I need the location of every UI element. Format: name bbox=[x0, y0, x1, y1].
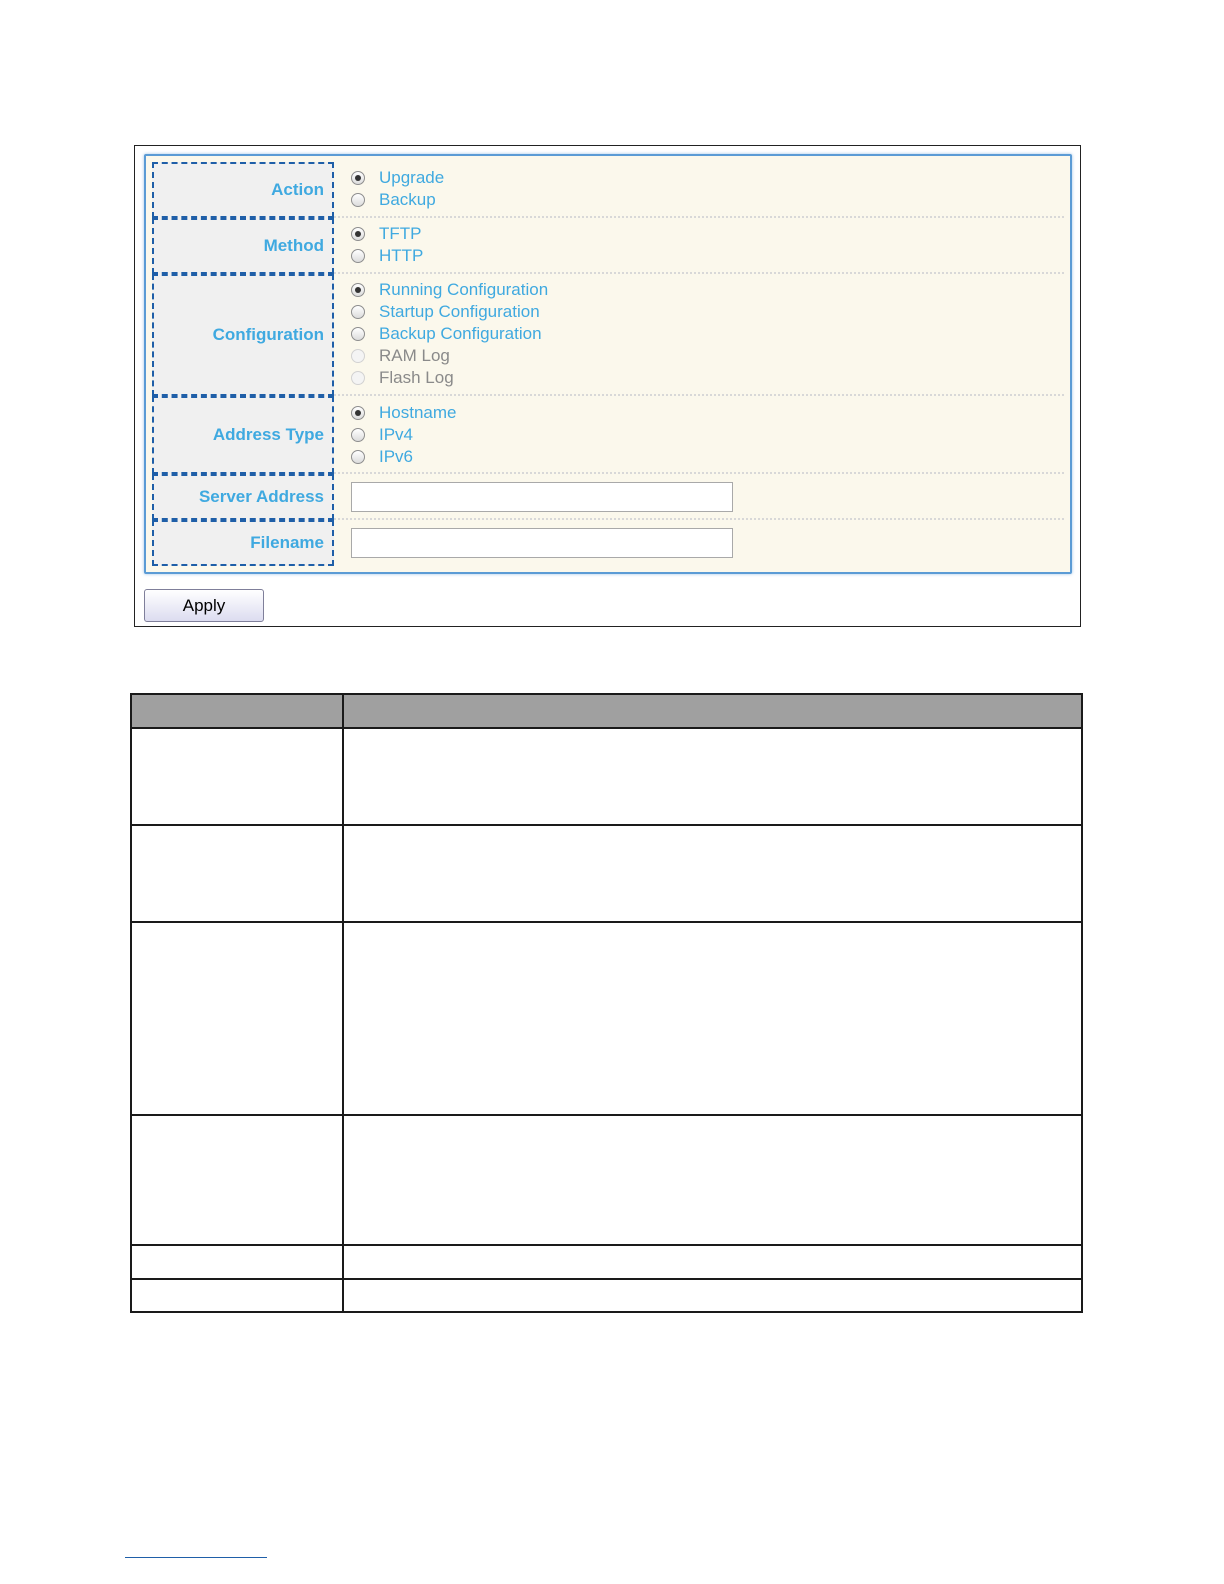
radio-button-icon[interactable] bbox=[351, 193, 365, 207]
description-table bbox=[130, 693, 1083, 1313]
table-row bbox=[131, 1245, 1082, 1279]
table-cell bbox=[343, 728, 1082, 825]
radio-label: Backup bbox=[379, 190, 436, 209]
radio-label: Startup Configuration bbox=[379, 302, 540, 321]
table-cell bbox=[131, 1115, 343, 1245]
table-cell bbox=[343, 1115, 1082, 1245]
table-header-row bbox=[131, 694, 1082, 728]
table-cell bbox=[131, 1279, 343, 1312]
table-row bbox=[131, 1115, 1082, 1245]
table-cell bbox=[343, 922, 1082, 1115]
radio-label: Flash Log bbox=[379, 368, 454, 387]
radio-button-icon[interactable] bbox=[351, 406, 365, 420]
address-type-options bbox=[334, 396, 1064, 474]
radio-label: HTTP bbox=[379, 246, 424, 265]
radio-method-http[interactable] bbox=[351, 245, 423, 267]
radio-label: IPv6 bbox=[379, 447, 414, 466]
action-row bbox=[152, 162, 1064, 218]
config-form-panel bbox=[144, 154, 1072, 574]
table-header-cell bbox=[343, 694, 1082, 728]
server-address-label: Server Address bbox=[152, 474, 334, 520]
radio-config-running[interactable] bbox=[351, 279, 548, 301]
radio-label: RAM Log bbox=[379, 346, 450, 365]
table-cell bbox=[131, 922, 343, 1115]
table-row bbox=[131, 728, 1082, 825]
footnote-divider bbox=[125, 1557, 267, 1558]
apply-button[interactable]: Apply bbox=[144, 589, 264, 622]
radio-label: Hostname bbox=[379, 403, 457, 422]
action-label: Action bbox=[152, 162, 334, 218]
address-type-row bbox=[152, 396, 1064, 474]
table-cell bbox=[343, 825, 1082, 922]
filename-input[interactable] bbox=[351, 528, 733, 558]
radio-button-icon[interactable] bbox=[351, 450, 365, 464]
filename-cell bbox=[334, 520, 1064, 566]
method-options bbox=[334, 218, 1064, 274]
radio-label: Backup Configuration bbox=[379, 324, 542, 343]
radio-button-icon[interactable] bbox=[351, 171, 365, 185]
radio-button-icon bbox=[351, 371, 365, 385]
radio-button-icon[interactable] bbox=[351, 283, 365, 297]
table-cell bbox=[131, 825, 343, 922]
filename-label: Filename bbox=[152, 520, 334, 566]
radio-button-icon[interactable] bbox=[351, 305, 365, 319]
radio-label: IPv4 bbox=[379, 425, 414, 444]
radio-action-upgrade[interactable] bbox=[351, 167, 444, 189]
configuration-options bbox=[334, 274, 1064, 396]
table-row bbox=[131, 1279, 1082, 1312]
radio-button-icon[interactable] bbox=[351, 249, 365, 263]
table-cell bbox=[343, 1245, 1082, 1279]
server-address-cell bbox=[334, 474, 1064, 520]
radio-label: TFTP bbox=[379, 224, 422, 243]
server-address-input[interactable] bbox=[351, 482, 733, 512]
method-row bbox=[152, 218, 1064, 274]
table-cell bbox=[343, 1279, 1082, 1312]
address-type-label: Address Type bbox=[152, 396, 334, 474]
radio-action-backup[interactable] bbox=[351, 189, 436, 211]
configuration-row bbox=[152, 274, 1064, 396]
action-options bbox=[334, 162, 1064, 218]
radio-button-icon bbox=[351, 349, 365, 363]
radio-config-flash-log bbox=[351, 367, 454, 389]
radio-button-icon[interactable] bbox=[351, 428, 365, 442]
radio-label: Running Configuration bbox=[379, 280, 549, 299]
radio-config-backup[interactable] bbox=[351, 323, 542, 345]
radio-button-icon[interactable] bbox=[351, 227, 365, 241]
table-row bbox=[131, 922, 1082, 1115]
radio-button-icon[interactable] bbox=[351, 327, 365, 341]
radio-address-ipv6[interactable] bbox=[351, 446, 413, 468]
filename-row bbox=[152, 520, 1064, 566]
table-header-cell bbox=[131, 694, 343, 728]
configuration-label: Configuration bbox=[152, 274, 334, 396]
table-cell bbox=[131, 728, 343, 825]
radio-method-tftp[interactable] bbox=[351, 223, 422, 245]
table-cell bbox=[131, 1245, 343, 1279]
radio-label: Upgrade bbox=[379, 168, 445, 187]
server-address-row bbox=[152, 474, 1064, 520]
method-label: Method bbox=[152, 218, 334, 274]
radio-config-ram-log bbox=[351, 345, 450, 367]
radio-address-ipv4[interactable] bbox=[351, 424, 413, 446]
radio-address-hostname[interactable] bbox=[351, 402, 456, 424]
config-upload-screenshot bbox=[134, 145, 1081, 627]
radio-config-startup[interactable] bbox=[351, 301, 540, 323]
table-row bbox=[131, 825, 1082, 922]
